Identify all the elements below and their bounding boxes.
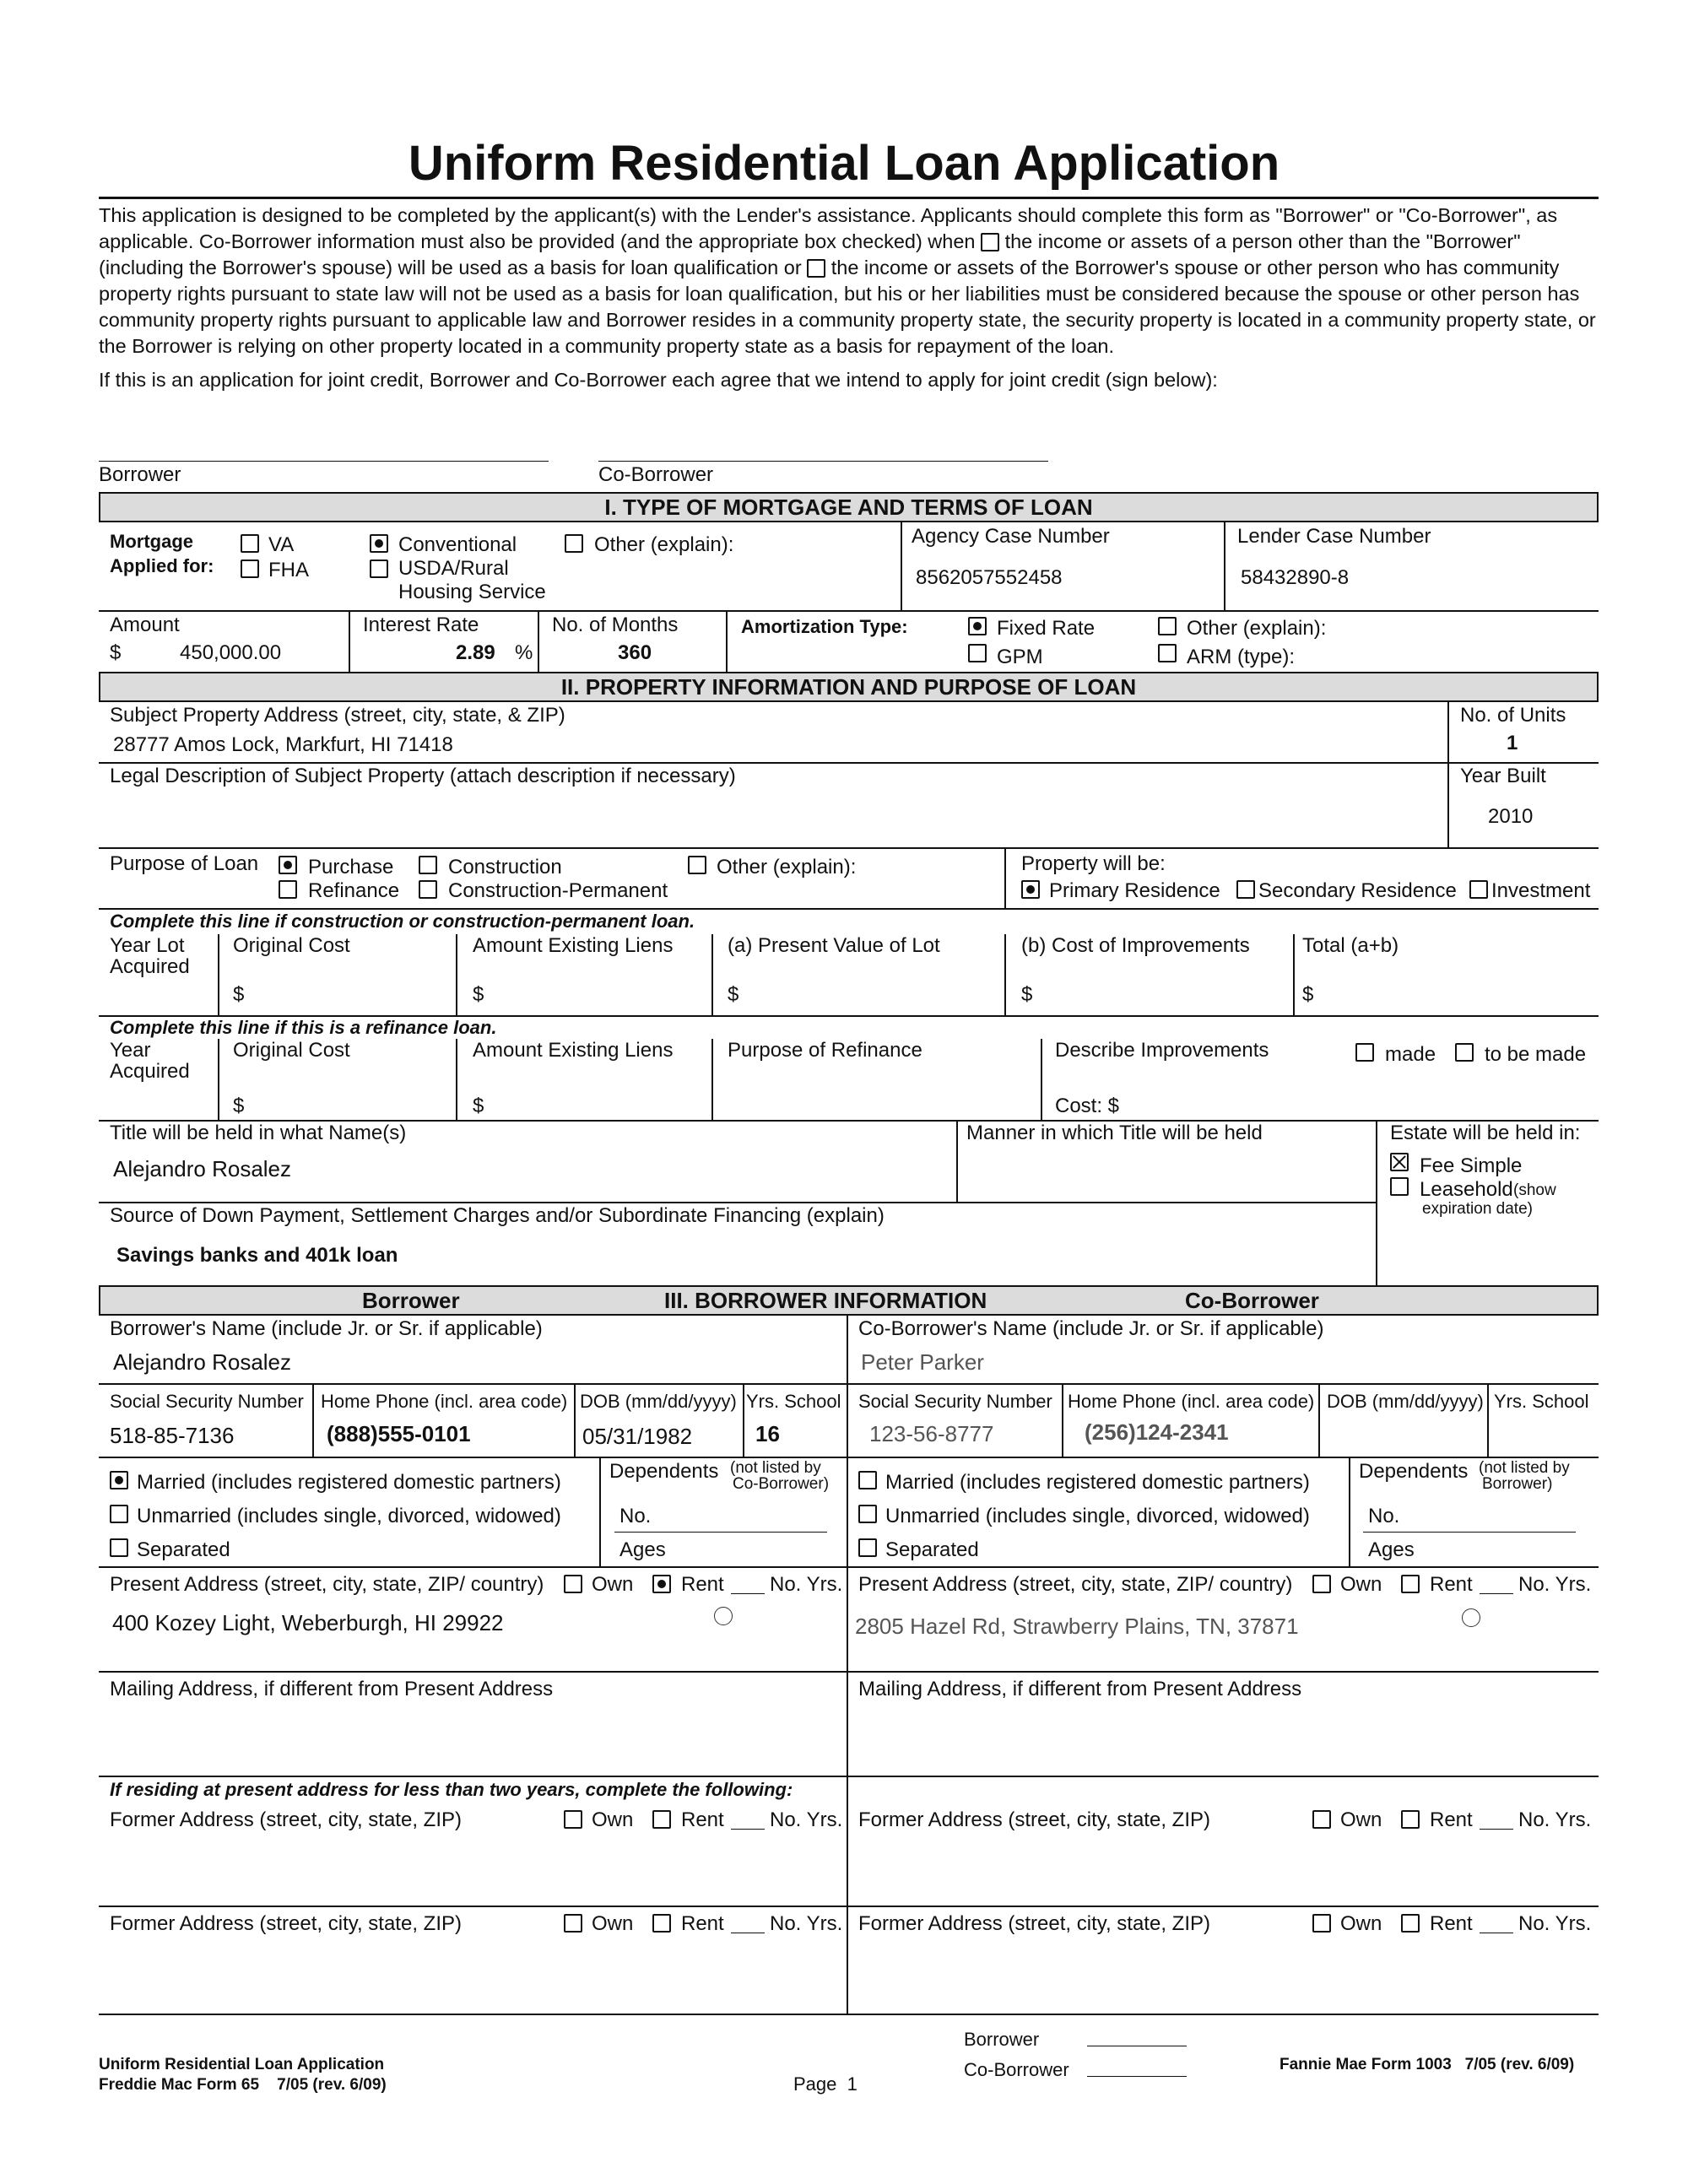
checkbox-primary-residence[interactable] <box>1021 880 1040 899</box>
refi-existing-liens-label: Amount Existing Liens <box>473 1039 674 1062</box>
borrower-phone-label: Home Phone (incl. area code) <box>321 1391 568 1412</box>
construction-label: Construction <box>448 856 562 878</box>
borrower-dependents-note-2: Co-Borrower) <box>733 1475 830 1493</box>
checkbox-leasehold[interactable] <box>1390 1177 1409 1196</box>
checkbox-borrower-former-1-own[interactable] <box>564 1810 582 1829</box>
footer-coborrower-initials-label: Co-Borrower <box>964 2059 1069 2080</box>
divider <box>1293 934 1295 1015</box>
checkbox-coborrower-married[interactable] <box>858 1471 877 1489</box>
divider <box>711 934 713 1015</box>
checkbox-fha[interactable] <box>241 560 259 578</box>
coborrower-dependents-note-2: Borrower) <box>1482 1475 1553 1493</box>
coborrower-mailing-label: Mailing Address, if different from Present Address <box>858 1678 1302 1700</box>
divider <box>726 610 728 672</box>
existing-liens-dollar: $ <box>473 983 484 1006</box>
checkbox-arm[interactable] <box>1158 644 1177 662</box>
checkbox-fixed-rate[interactable] <box>968 617 987 635</box>
divider <box>456 934 457 1015</box>
construction-permanent-label: Construction-Permanent <box>448 879 668 902</box>
refi-original-cost-dollar: $ <box>233 1095 245 1117</box>
borrower-address-label: Present Address (street, city, state, ZIP/ country) <box>110 1573 544 1596</box>
divider <box>99 1776 1599 1777</box>
purpose-label: Purpose of Loan <box>110 852 259 875</box>
units-value[interactable]: 1 <box>1507 732 1518 754</box>
divider <box>1004 934 1006 1015</box>
borrower-former-2-years-label: No. Yrs. <box>770 1912 843 1935</box>
divider <box>99 1671 1599 1673</box>
checkbox-borrower-separated[interactable] <box>110 1538 128 1557</box>
amortization-label: Amortization Type: <box>741 616 908 637</box>
checkbox-coborrower-income[interactable] <box>981 233 999 251</box>
months-label: No. of Months <box>552 614 679 636</box>
investment-label: Investment <box>1491 879 1591 902</box>
borrower-name[interactable]: Alejandro Rosalez <box>113 1349 292 1375</box>
borrower-former-2-own-label: Own <box>592 1912 634 1935</box>
coborrower-dob-label: DOB (mm/dd/yyyy) <box>1327 1391 1484 1412</box>
coborrower-signature-label: Co-Borrower <box>598 463 714 486</box>
joint-credit-text: If this is an application for joint credit, Borrower and Co-Borrower each agree that we intend to apply for joint credit (sign below): <box>99 369 1218 391</box>
divider <box>99 908 1599 910</box>
checkbox-coborrower-separated[interactable] <box>858 1538 877 1557</box>
borrower-ssn-label: Social Security Number <box>110 1391 304 1412</box>
divider <box>99 762 1599 764</box>
divider <box>99 1566 1599 1568</box>
borrower-years-label: No. Yrs. <box>770 1573 843 1596</box>
legal-description-label: Legal Description of Subject Property (attach description if necessary) <box>110 765 736 787</box>
footer-fannie-mae: Fannie Mae Form 1003 7/05 (rev. 6/09) <box>1280 2056 1575 2073</box>
checkbox-purchase[interactable] <box>279 856 297 874</box>
checkbox-usda[interactable] <box>370 560 388 578</box>
borrower-signature-line[interactable] <box>99 461 549 462</box>
coborrower-dependents-no-line[interactable] <box>1363 1532 1576 1533</box>
arm-label: ARM (type): <box>1187 646 1296 668</box>
fixed-rate-label: Fixed Rate <box>997 617 1096 640</box>
divider <box>1349 1457 1350 1566</box>
source-value[interactable]: Savings banks and 401k loan <box>116 1244 398 1267</box>
footer-coborrower-initials-line[interactable] <box>1087 2076 1187 2077</box>
borrower-dob[interactable]: 05/31/1982 <box>582 1424 693 1449</box>
intro-paragraph <box>99 203 1601 359</box>
year-acquired-label-2: Acquired <box>110 1060 190 1083</box>
divider <box>711 1039 713 1120</box>
leasehold-note: (show <box>1513 1181 1556 1199</box>
checkbox-spouse-income[interactable] <box>807 259 825 278</box>
usda-label-2: Housing Service <box>398 581 546 603</box>
checkbox-refinance[interactable] <box>279 880 297 899</box>
checkbox-borrower-own[interactable] <box>564 1575 582 1593</box>
coborrower-address[interactable]: 2805 Hazel Rd, Strawberry Plains, TN, 37871 <box>855 1614 1299 1639</box>
checkbox-coborrower-unmarried[interactable] <box>858 1505 877 1523</box>
describe-improvements-label: Describe Improvements <box>1055 1039 1269 1062</box>
interest-rate-value[interactable]: 2.89 <box>456 641 495 664</box>
coborrower-signature-line[interactable] <box>598 461 1048 462</box>
usda-label: USDA/Rural <box>398 557 509 580</box>
checkbox-made[interactable] <box>1355 1043 1374 1062</box>
checkbox-coborrower-own[interactable] <box>1312 1575 1331 1593</box>
coborrower-phone-label: Home Phone (incl. area code) <box>1068 1391 1315 1412</box>
estate-label: Estate will be held in: <box>1390 1122 1581 1144</box>
divider <box>99 1906 1599 1907</box>
divider <box>99 847 1599 849</box>
footer-freddie-mac: Freddie Mac Form 65 7/05 (rev. 6/09) <box>99 2076 387 2094</box>
divider <box>901 522 902 610</box>
made-label: made <box>1385 1043 1436 1066</box>
title-names-label: Title will be held in what Name(s) <box>110 1122 407 1144</box>
primary-residence-label: Primary Residence <box>1049 879 1220 902</box>
coborrower-former-1-rent-label: Rent <box>1430 1808 1473 1831</box>
purpose-refinance-label: Purpose of Refinance <box>728 1039 922 1062</box>
year-acquired-label: Year <box>110 1039 151 1062</box>
coborrower-years-label: No. Yrs. <box>1518 1573 1592 1596</box>
interest-rate-unit: % <box>515 641 533 664</box>
divider <box>1480 1829 1513 1830</box>
coborrower-years-circle[interactable] <box>1462 1608 1480 1627</box>
coborrower-unmarried-label: Unmarried (includes single, divorced, widowed) <box>885 1505 1310 1527</box>
checkbox-construction[interactable] <box>419 856 437 874</box>
improvements-cost-label: Cost: $ <box>1055 1095 1120 1117</box>
coborrower-former-2-own-label: Own <box>1340 1912 1382 1935</box>
refinance-label: Refinance <box>308 879 400 902</box>
coborrower-ssn[interactable]: 123-56-8777 <box>869 1421 994 1446</box>
intro-text-1: This application is designed to be completed by the applicant(s) with the Lender's assistance. Applicants should complete this form as "Borrower" or "Co-Borrower", as applicable. Co-Borrower information must also be provided (and the appropriate box checked) when <box>99 204 1558 252</box>
borrower-phone[interactable]: (888)555-0101 <box>327 1421 471 1446</box>
divider <box>1447 702 1449 847</box>
section-3-coborrower: Co-Borrower <box>1185 1288 1319 1313</box>
divider <box>574 1383 576 1457</box>
original-cost-label: Original Cost <box>233 934 350 957</box>
borrower-years-circle[interactable] <box>714 1607 733 1625</box>
lender-case-value[interactable]: 58432890-8 <box>1241 566 1350 589</box>
property-will-be-label: Property will be: <box>1021 852 1166 875</box>
divider <box>99 2014 1599 2015</box>
agency-case-value[interactable]: 8562057552458 <box>916 566 1063 589</box>
checkbox-borrower-married[interactable] <box>110 1471 128 1489</box>
secondary-residence-label: Secondary Residence <box>1258 879 1457 902</box>
checkbox-to-be-made[interactable] <box>1455 1043 1474 1062</box>
divider <box>1062 1383 1063 1457</box>
checkbox-conventional[interactable] <box>370 534 388 553</box>
amount-label: Amount <box>110 614 180 636</box>
divider <box>1376 1120 1377 1287</box>
gpm-label: GPM <box>997 646 1043 668</box>
va-label: VA <box>268 533 295 556</box>
checkbox-fee-simple[interactable] <box>1390 1153 1409 1171</box>
total-label: Total (a+b) <box>1302 934 1399 957</box>
coborrower-former-1-years-label: No. Yrs. <box>1518 1808 1592 1831</box>
property-address-label: Subject Property Address (street, city, state, & ZIP) <box>110 704 565 727</box>
coborrower-dependents-no: No. <box>1368 1505 1400 1527</box>
checkbox-coborrower-former-2-rent[interactable] <box>1401 1914 1420 1933</box>
divider <box>731 1593 765 1594</box>
divider <box>956 1120 958 1202</box>
borrower-former-1-years-label: No. Yrs. <box>770 1808 843 1831</box>
borrower-dependents-no: No. <box>619 1505 652 1527</box>
checkbox-va[interactable] <box>241 534 259 553</box>
borrower-separated-label: Separated <box>137 1538 230 1561</box>
divider <box>99 1383 1599 1385</box>
borrower-dependents-note: (not listed by <box>730 1459 821 1477</box>
title-rule <box>99 197 1599 199</box>
source-label: Source of Down Payment, Settlement Charges and/or Subordinate Financing (explain) <box>110 1204 885 1227</box>
coborrower-former-1-own-label: Own <box>1340 1808 1382 1831</box>
present-value-label: (a) Present Value of Lot <box>728 934 940 957</box>
checkbox-borrower-former-2-rent[interactable] <box>652 1914 671 1933</box>
divider <box>99 1202 1376 1203</box>
section-3-title: III. BORROWER INFORMATION <box>664 1288 987 1313</box>
checkbox-coborrower-former-1-own[interactable] <box>1312 1810 1331 1829</box>
coborrower-own-label: Own <box>1340 1573 1382 1596</box>
borrower-rent-label: Rent <box>681 1573 724 1596</box>
section-1-header: I. TYPE OF MORTGAGE AND TERMS OF LOAN <box>99 492 1599 522</box>
section-2-header: II. PROPERTY INFORMATION AND PURPOSE OF LOAN <box>99 672 1599 702</box>
title-names-value[interactable]: Alejandro Rosalez <box>113 1156 292 1181</box>
lender-case-label: Lender Case Number <box>1237 525 1431 548</box>
coborrower-former-address-2-label: Former Address (street, city, state, ZIP) <box>858 1912 1210 1935</box>
property-address-value[interactable]: 28777 Amos Lock, Markfurt, HI 71418 <box>113 733 453 756</box>
page-title: Uniform Residential Loan Application <box>408 136 1280 191</box>
checkbox-secondary-residence[interactable] <box>1236 880 1255 899</box>
checkbox-coborrower-former-2-own[interactable] <box>1312 1914 1331 1933</box>
checkbox-borrower-unmarried[interactable] <box>110 1505 128 1523</box>
divider <box>218 934 219 1015</box>
cost-improvements-dollar: $ <box>1021 983 1033 1006</box>
intro-text-2: the income or assets of a person other than the "Borrower" (including the Borrower's spouse) will be used as a basis for loan qualification or <box>99 230 1521 278</box>
borrower-former-address-1-label: Former Address (street, city, state, ZIP) <box>110 1808 462 1831</box>
checkbox-other-mortgage[interactable] <box>565 534 583 553</box>
divider <box>99 610 1599 612</box>
borrower-dependents-no-line[interactable] <box>614 1532 827 1533</box>
divider <box>538 610 539 672</box>
divider <box>99 1457 1599 1458</box>
borrower-dependents-label: Dependents <box>609 1460 719 1483</box>
year-built-value[interactable]: 2010 <box>1488 805 1534 828</box>
section-3-borrower: Borrower <box>362 1288 460 1313</box>
coborrower-school-label: Yrs. School <box>1494 1391 1589 1412</box>
borrower-school-label: Yrs. School <box>746 1391 841 1412</box>
coborrower-dependents-ages: Ages <box>1368 1538 1415 1561</box>
to-be-made-label: to be made <box>1485 1043 1587 1066</box>
coborrower-former-2-rent-label: Rent <box>1430 1912 1473 1935</box>
other-mortgage-label: Other (explain): <box>594 533 734 556</box>
construction-note: Complete this line if construction or construction-permanent loan. <box>110 911 695 932</box>
coborrower-married-label: Married (includes registered domestic partners) <box>885 1471 1310 1494</box>
divider <box>599 1457 601 1566</box>
borrower-married-label: Married (includes registered domestic partners) <box>137 1471 561 1494</box>
coborrower-name[interactable]: Peter Parker <box>861 1349 984 1375</box>
checkbox-investment[interactable] <box>1469 880 1488 899</box>
borrower-former-1-own-label: Own <box>592 1808 634 1831</box>
footer-page-number: Page 1 <box>793 2073 858 2095</box>
borrower-dependents-ages: Ages <box>619 1538 666 1561</box>
coborrower-separated-label: Separated <box>885 1538 979 1561</box>
former-address-note: If residing at present address for less than two years, complete the following: <box>110 1779 793 1800</box>
months-value[interactable]: 360 <box>618 641 652 664</box>
borrower-address[interactable]: 400 Kozey Light, Weberburgh, HI 29922 <box>112 1610 504 1635</box>
agency-case-label: Agency Case Number <box>912 525 1110 548</box>
units-label: No. of Units <box>1460 704 1566 727</box>
borrower-former-2-rent-label: Rent <box>681 1912 724 1935</box>
coborrower-dependents-note: (not listed by <box>1479 1459 1570 1477</box>
borrower-own-label: Own <box>592 1573 634 1596</box>
cost-improvements-label: (b) Cost of Improvements <box>1021 934 1250 957</box>
leasehold-label: Leasehold <box>1420 1178 1513 1201</box>
coborrower-name-label: Co-Borrower's Name (include Jr. or Sr. if applicable) <box>858 1317 1324 1340</box>
divider <box>743 1383 744 1457</box>
interest-rate-label: Interest Rate <box>363 614 479 636</box>
divider <box>1480 1593 1513 1594</box>
amount-value[interactable]: 450,000.00 <box>180 641 282 664</box>
borrower-name-label: Borrower's Name (include Jr. or Sr. if applicable) <box>110 1317 543 1340</box>
refi-existing-liens-dollar: $ <box>473 1095 484 1117</box>
borrower-mailing-label: Mailing Address, if different from Present Address <box>110 1678 554 1700</box>
borrower-former-1-rent-label: Rent <box>681 1808 724 1831</box>
borrower-dob-label: DOB (mm/dd/yyyy) <box>580 1391 737 1412</box>
amount-currency: $ <box>110 641 122 664</box>
total-dollar: $ <box>1302 983 1314 1006</box>
coborrower-former-2-years-label: No. Yrs. <box>1518 1912 1592 1935</box>
borrower-former-address-2-label: Former Address (street, city, state, ZIP) <box>110 1912 462 1935</box>
checkbox-borrower-former-2-own[interactable] <box>564 1914 582 1933</box>
checkbox-other-amortization[interactable] <box>1158 617 1177 635</box>
checkbox-coborrower-rent[interactable] <box>1401 1575 1420 1593</box>
intro-text-3: the income or assets of the Borrower's spouse or other person who has community property rights pursuant to state law will not be used as a basis for loan qualification, but his or her liabilities must be considered because the spouse or other person has community property rights pursuant to applicable law and Borrower resides in a community property state, the security property is located in a community property state, or the Borrower is relying on other property located in a community property state as a basis for repayment of the loan. <box>99 257 1596 357</box>
divider <box>1224 522 1225 610</box>
coborrower-rent-label: Rent <box>1430 1573 1473 1596</box>
checkbox-other-purpose[interactable] <box>688 856 706 874</box>
existing-liens-label: Amount Existing Liens <box>473 934 674 957</box>
divider <box>1318 1383 1320 1457</box>
year-lot-label: Year Lot <box>110 934 185 957</box>
refi-original-cost-label: Original Cost <box>233 1039 350 1062</box>
checkbox-gpm[interactable] <box>968 644 987 662</box>
divider <box>1004 847 1006 908</box>
borrower-school[interactable]: 16 <box>755 1421 780 1446</box>
divider <box>456 1039 457 1120</box>
coborrower-ssn-label: Social Security Number <box>858 1391 1052 1412</box>
other-amortization-label: Other (explain): <box>1187 617 1327 640</box>
fha-label: FHA <box>268 559 309 581</box>
other-purpose-label: Other (explain): <box>717 856 857 878</box>
divider <box>1487 1383 1489 1457</box>
center-divider <box>847 1316 848 2014</box>
borrower-unmarried-label: Unmarried (includes single, divorced, widowed) <box>137 1505 561 1527</box>
divider <box>1041 1039 1042 1120</box>
coborrower-address-label: Present Address (street, city, state, ZIP/ country) <box>858 1573 1293 1596</box>
checkbox-borrower-former-1-rent[interactable] <box>652 1810 671 1829</box>
checkbox-borrower-rent[interactable] <box>652 1575 671 1593</box>
refinance-note: Complete this line if this is a refinance loan. <box>110 1017 497 1038</box>
footer-form-title: Uniform Residential Loan Application <box>99 2056 385 2073</box>
borrower-ssn[interactable]: 518-85-7136 <box>110 1423 235 1448</box>
leasehold-note-2: expiration date) <box>1422 1200 1533 1218</box>
purchase-label: Purchase <box>308 856 394 878</box>
checkbox-coborrower-former-1-rent[interactable] <box>1401 1810 1420 1829</box>
section-3-header <box>99 1285 1599 1316</box>
fee-simple-label: Fee Simple <box>1420 1154 1523 1177</box>
divider <box>312 1383 314 1457</box>
manner-title-label: Manner in which Title will be held <box>966 1122 1263 1144</box>
footer-borrower-initials-label: Borrower <box>964 2029 1040 2050</box>
conventional-label: Conventional <box>398 533 517 556</box>
divider <box>349 610 350 672</box>
borrower-signature-label: Borrower <box>99 463 181 486</box>
checkbox-construction-permanent[interactable] <box>419 880 437 899</box>
coborrower-phone[interactable]: (256)124-2341 <box>1085 1419 1229 1445</box>
year-built-label: Year Built <box>1460 765 1546 787</box>
divider <box>218 1039 219 1120</box>
mortgage-label: Mortgage <box>110 531 193 552</box>
present-value-dollar: $ <box>728 983 739 1006</box>
coborrower-former-address-1-label: Former Address (street, city, state, ZIP) <box>858 1808 1210 1831</box>
original-cost-dollar: $ <box>233 983 245 1006</box>
applied-for-label: Applied for: <box>110 555 214 576</box>
coborrower-dependents-label: Dependents <box>1359 1460 1469 1483</box>
divider <box>731 1829 765 1830</box>
year-lot-label-2: Acquired <box>110 955 190 978</box>
